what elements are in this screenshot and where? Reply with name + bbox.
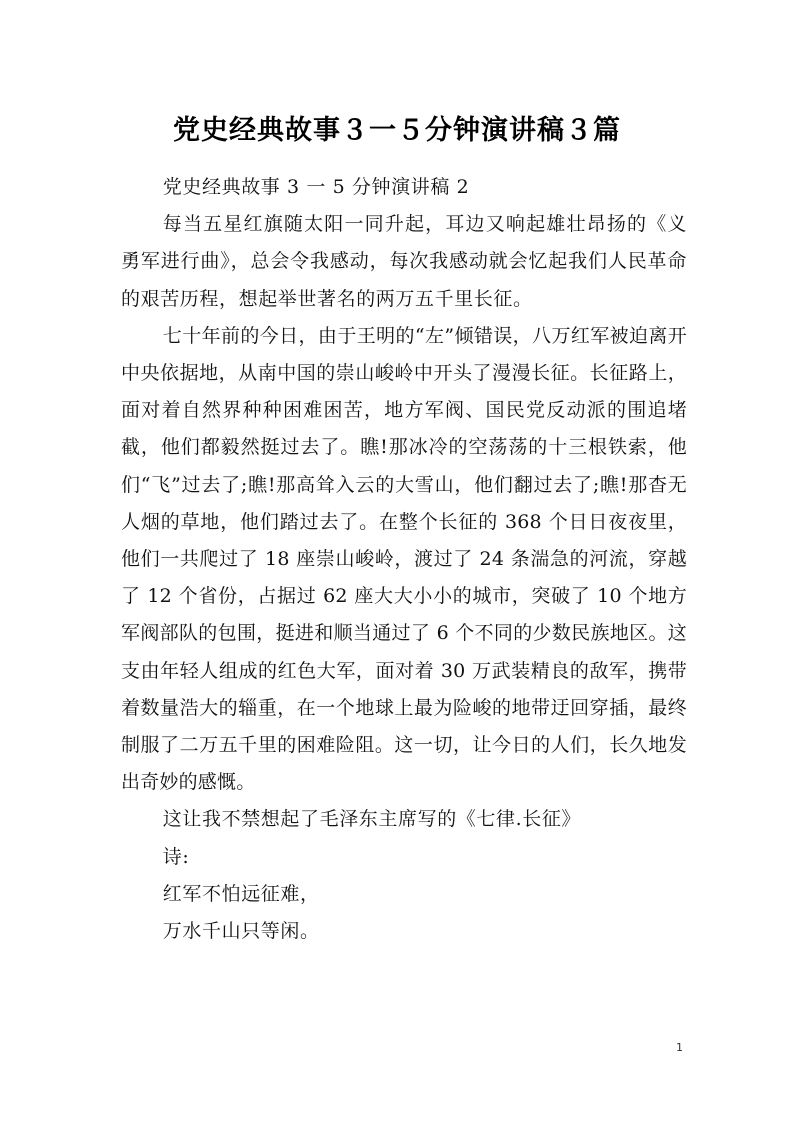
poem-heading: 诗: [162, 845, 190, 868]
subtitle-paragraph: 党史经典故事 3 一 5 分钟演讲稿 2 [162, 176, 470, 198]
poem-line: 万水千山只等闲。 [162, 920, 320, 943]
body-paragraph: 七十年前的今日，由于王明的“左”倾错误，八万红军被迫离开中央依据地，从南中国的崇山峻岭中开头了漫漫长征。长征路上，面对着自然界种种困难困苦，地方军阀、国民党反动派的围追堵截，他们都毅然挺过去了。瞧!那冰冷的空荡荡的十三根铁索，他们“飞”过去了;瞧!那高耸入云的大雪山，他们翻过去了;瞧!那杳无人烟的草地，他们踏过去了。在整个长征的 368 个日日夜夜里，他们一共爬过了 18 座崇山峻岭，渡过了 24 条湍急的河流，穿越了 12 个省份，占据过 62 座大大小小的城市，突破了 10 个地方军阀部队的包围，挺进和顺当通过了 6 个不同的少数民族地区。这支由年轻人组成的红色大军，面对着 30 万武装精良的敌军，携带着数量浩大的辎重，在一个地球上最为险峻的地带迂回穿插，最终制服了二万五千里的困难险阻。这一切，让今日的人们，长久地发出奇妙的感慨。 [121, 324, 687, 794]
document-body [121, 169, 687, 950]
body-paragraph: 这让我不禁想起了毛泽东主席写的《七律.长征》 [162, 808, 582, 831]
page-number: 1 [676, 1041, 683, 1054]
poem-line: 红军不怕远征难， [162, 882, 320, 905]
body-paragraph: 每当五星红旗随太阳一同升起，耳边又响起雄壮昂扬的《义勇军进行曲》，总会令我感动，每次我感动就会忆起我们人民革命的艰苦历程，想起举世著名的两万五千里长征。 [121, 213, 687, 310]
document-title: 党史经典故事３一５分钟演讲稿３篇 [173, 115, 621, 146]
